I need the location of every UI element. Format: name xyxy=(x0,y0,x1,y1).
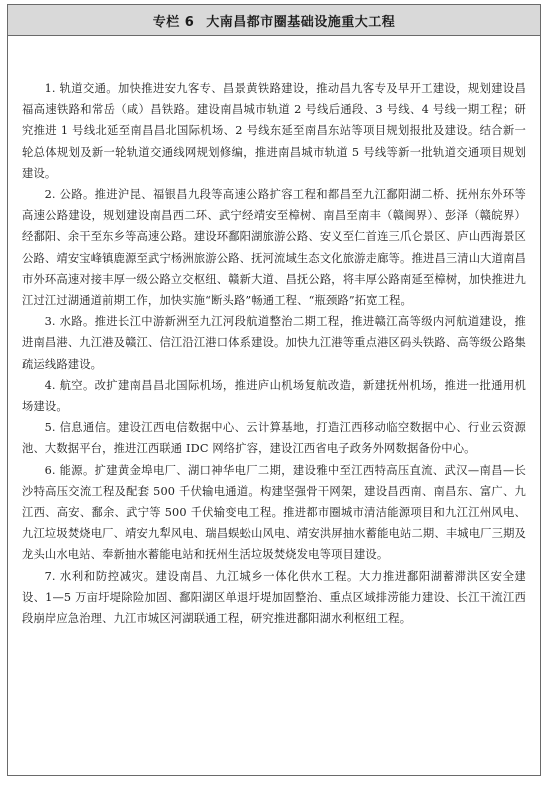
column-box xyxy=(7,4,541,776)
paragraph-energy: 6. 能源。扩建黄金埠电厂、湖口神华电厂二期，建设雅中至江西特高压直流、武汉—南昌—长沙特高压交流工程及配套 500 千伏输电通道。构建坚强骨干网架，建设昌西南、南昌东、富广、九江西、高安、鄱余、武宁等 500 千伏输变电工程。推进都市圈城市清洁能源项目和九江江州风电、九江垃圾焚烧电厂、靖安九犁风电、瑞昌蜈蚣山风电、靖安洪屏抽水蓄能电站二期、丰城电厂三期及龙头山水电站、奉新抽水蓄能电站和抚州生活垃圾焚烧发电等项目建设。 xyxy=(22,463,526,562)
column-body xyxy=(8,36,540,629)
column-number: 专栏 6 xyxy=(152,14,195,30)
paragraph-aviation: 4. 航空。改扩建南昌昌北国际机场，推进庐山机场复航改造，新建抚州机场，推进一批通用机场建设。 xyxy=(22,378,526,414)
column-title: 大南昌都市圈基础设施重大工程 xyxy=(206,14,396,30)
paragraph-water-conservancy: 7. 水利和防控减灾。建设南昌、九江城乡一体化供水工程。大力推进鄱阳湖蓄滞洪区安全建设、1—5 万亩圩堤除险加固、鄱阳湖区单退圩堤加固整治、重点区域排涝能力建设、长江干流江西段崩岸应急治理、九江市城区河湖联通工程，研究推进鄱阳湖水利枢纽工程。 xyxy=(22,569,526,626)
paragraph-highway: 2. 公路。推进沪昆、福银昌九段等高速公路扩容工程和都昌至九江鄱阳湖二桥、抚州东外环等高速公路建设，规划建设南昌西二环、武宁经靖安至樟树、南昌至南丰（赣闽界）、彭泽（赣皖界）经鄱阳、余干至东乡等高速公路。建设环鄱阳湖旅游公路、安义至仁首连三爪仑景区、庐山西海景区公路、靖安宝峰镇鹿源至武宁杨洲旅游公路、抚河流域生态文化旅游走廊等。推进昌三清山大道南昌市外环高速对接丰厚一级公路立交枢纽、赣新大道、昌抚公路，将丰厚公路南延至樟树，加快推进九江过江过湖通道前期工作，加快实施“断头路”畅通工程、“瓶颈路”拓宽工程。 xyxy=(22,188,526,308)
paragraph-information: 5. 信息通信。建设江西电信数据中心、云计算基地，打造江西移动临空数据中心、行业云资源池、大数据平台，推进江西联通 IDC 网络扩容，建设江西省电子政务外网数据备份中心。 xyxy=(22,421,526,456)
paragraph-waterway: 3. 水路。推进长江中游新洲至九江河段航道整治二期工程，推进赣江高等级内河航道建设，推进南昌港、九江港及赣江、信江沿江港口体系建设。加快九江港等重点港区码头铁路、高等级公路集疏运线路建设。 xyxy=(22,315,526,371)
column-header xyxy=(8,5,540,36)
paragraph-rail-transit: 1. 轨道交通。加快推进安九客专、昌景黄铁路建设，推动昌九客专及早开工建设，规划建设昌福高速铁路和常岳（咸）昌铁路。建设南昌城市轨道 2 号线后通段、3 号线、4 号线一期工程；研究推进 1 号线北延至南昌昌北国际机场、2 号线东延至南昌东站等项目规划报批及建设。结合新一轮总体规划及新一轮轨道交通线网规划修编，推进南昌城市轨道 5 号线等新一批轨道交通项目规划建设。 xyxy=(22,82,526,180)
